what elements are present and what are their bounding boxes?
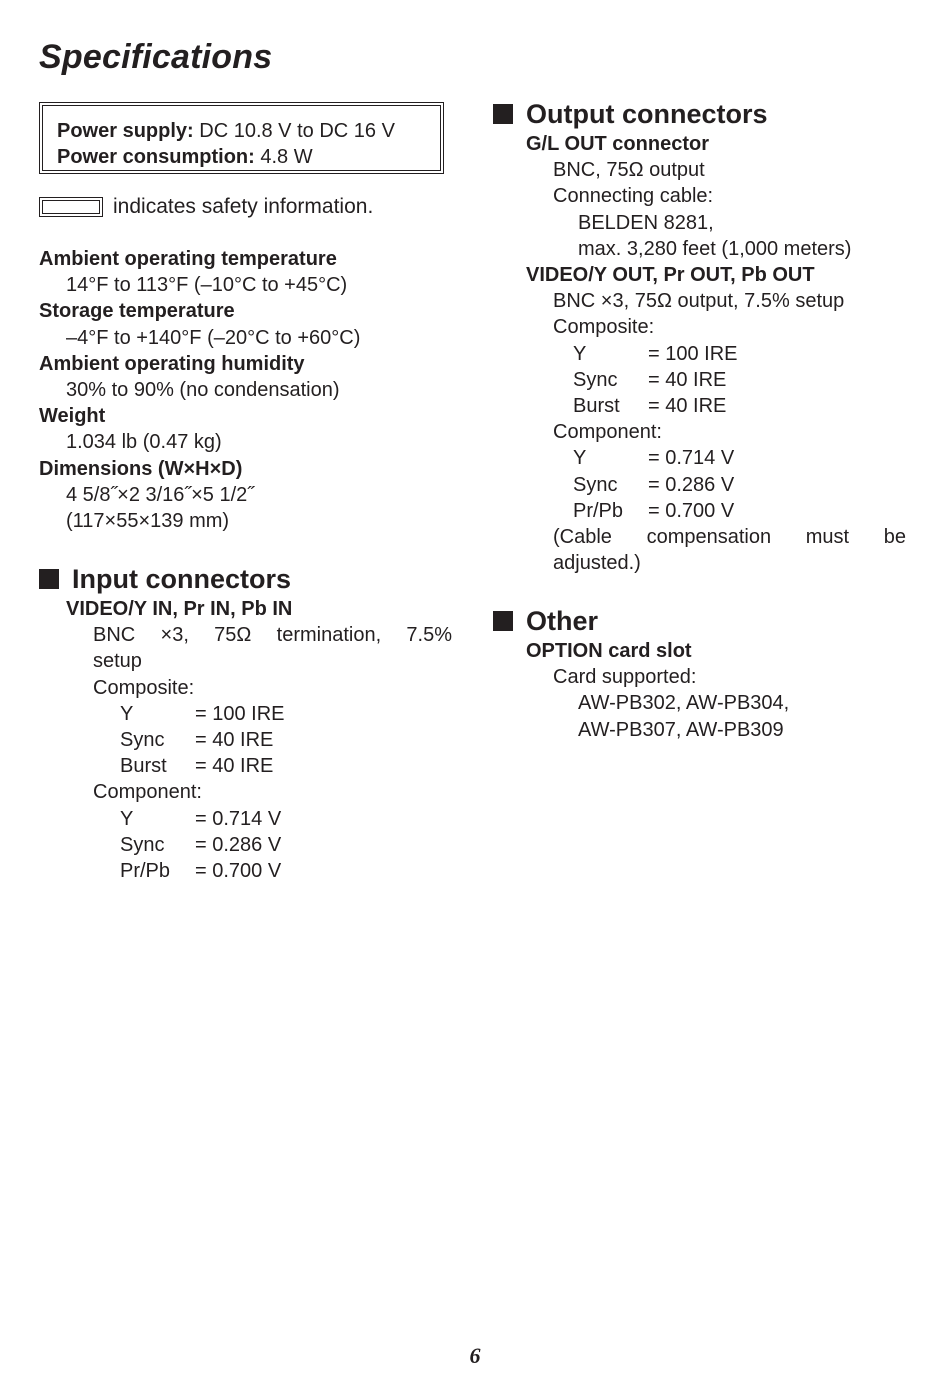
list-item	[39, 753, 452, 779]
kv-value: = 0.700 V	[195, 860, 282, 883]
kv-value: = 0.714 V	[648, 447, 735, 470]
kv-key: Sync	[573, 473, 618, 496]
input-connectors-section	[39, 562, 452, 884]
kv-key: Burst	[573, 395, 620, 418]
video-bnc: BNC ×3, 75Ω output, 7.5% setup	[553, 290, 845, 313]
list-item	[493, 367, 906, 393]
cable-line2: max. 3,280 feet (1,000 meters)	[578, 237, 852, 260]
ambient-temp-value: 14°F to 113°F (–10°C to +45°C)	[66, 274, 348, 297]
gl-out-label: G/L OUT connector	[526, 133, 709, 155]
other-heading-text: Other	[526, 606, 599, 636]
kv-value: = 0.700 V	[648, 499, 735, 522]
output-heading-text: Output connectors	[526, 99, 768, 129]
page-number: 6	[469, 1343, 481, 1368]
option-slot-label: OPTION card slot	[526, 640, 692, 662]
safety-text: indicates safety information.	[113, 195, 374, 218]
output-connectors-heading	[493, 97, 906, 131]
input-composite-label: Composite:	[93, 676, 195, 699]
list-item	[39, 858, 452, 884]
input-component-label: Component:	[93, 781, 202, 804]
cards-line1: AW-PB302, AW-PB304,	[578, 692, 790, 715]
output-connectors-section	[493, 97, 906, 576]
kv-key: Y	[573, 447, 587, 470]
input-bnc-line2: setup	[93, 650, 142, 673]
power-supply-line	[57, 118, 395, 144]
list-item	[493, 341, 906, 367]
input-subheading: VIDEO/Y IN, Pr IN, Pb IN	[66, 598, 293, 620]
list-item	[493, 498, 906, 524]
storage-temp-label: Storage temperature	[39, 300, 235, 323]
kv-key: Pr/Pb	[120, 860, 171, 883]
list-item	[39, 727, 452, 753]
square-bullet-icon	[493, 611, 513, 631]
page-title: Specifications	[39, 38, 273, 76]
power-supply-label: Power supply:	[57, 120, 194, 142]
list-item	[39, 806, 452, 832]
card-supported-label: Card supported:	[553, 666, 697, 689]
kv-key: Sync	[120, 833, 165, 856]
list-item	[493, 445, 906, 471]
input-bnc-line1: BNC ×3, 75Ω termination, 7.5%	[93, 624, 452, 647]
dimensions-inch: 4 5/8˝×2 3/16˝×5 1/2˝	[66, 483, 254, 506]
kv-value: = 100 IRE	[648, 342, 738, 365]
input-heading-text: Input connectors	[72, 564, 292, 594]
list-item	[39, 701, 452, 727]
weight-label: Weight	[39, 405, 106, 428]
power-consumption-label: Power consumption:	[57, 146, 255, 168]
humidity-label: Ambient operating humidity	[39, 352, 305, 375]
kv-key: Sync	[120, 729, 165, 752]
safety-legend	[39, 192, 373, 222]
kv-key: Y	[120, 702, 134, 725]
kv-value: = 40 IRE	[195, 755, 274, 778]
kv-value: = 0.714 V	[195, 807, 282, 830]
ambient-temp-label: Ambient operating temperature	[39, 248, 337, 270]
kv-value: = 0.286 V	[648, 473, 735, 496]
output-composite-label: Composite:	[553, 316, 655, 339]
kv-key: Sync	[573, 368, 618, 391]
output-component-label: Component:	[553, 421, 662, 444]
square-bullet-icon	[39, 569, 59, 589]
cable-line1: BELDEN 8281,	[578, 211, 714, 234]
dimensions-mm: (117×55×139 mm)	[66, 510, 230, 533]
kv-key: Y	[120, 807, 134, 830]
kv-value: = 40 IRE	[648, 368, 727, 391]
list-item	[493, 472, 906, 498]
general-specs	[39, 246, 452, 534]
kv-value: = 0.286 V	[195, 833, 282, 856]
storage-temp-value: –4°F to +140°F (–20°C to +60°C)	[66, 326, 361, 349]
kv-key: Burst	[120, 755, 167, 778]
square-bullet-icon	[493, 104, 513, 124]
cable-note-line1: (Cable compensation must be	[553, 526, 906, 549]
power-box	[39, 102, 444, 174]
list-item	[493, 393, 906, 419]
video-out-label: VIDEO/Y OUT, Pr OUT, Pb OUT	[526, 264, 815, 287]
gl-bnc: BNC, 75Ω output	[553, 159, 705, 182]
other-heading	[493, 604, 906, 638]
input-connectors-heading	[39, 562, 452, 596]
other-section	[493, 604, 906, 743]
kv-value: = 100 IRE	[195, 702, 285, 725]
cable-note-line2: adjusted.)	[553, 552, 641, 575]
cable-label: Connecting cable:	[553, 185, 714, 208]
safety-frame-icon	[39, 197, 103, 217]
kv-key: Pr/Pb	[573, 499, 624, 522]
cards-line2: AW-PB307, AW-PB309	[578, 718, 784, 741]
power-consumption-line	[57, 144, 395, 170]
kv-key: Y	[573, 342, 587, 365]
kv-value: = 40 IRE	[648, 395, 727, 418]
weight-value: 1.034 lb (0.47 kg)	[66, 431, 222, 454]
dimensions-label: Dimensions (W×H×D)	[39, 457, 243, 480]
power-supply-value: DC 10.8 V to DC 16 V	[193, 120, 395, 142]
list-item	[39, 832, 452, 858]
power-consumption-value: 4.8 W	[254, 146, 313, 168]
humidity-value: 30% to 90% (no condensation)	[66, 379, 340, 402]
kv-value: = 40 IRE	[195, 729, 274, 752]
